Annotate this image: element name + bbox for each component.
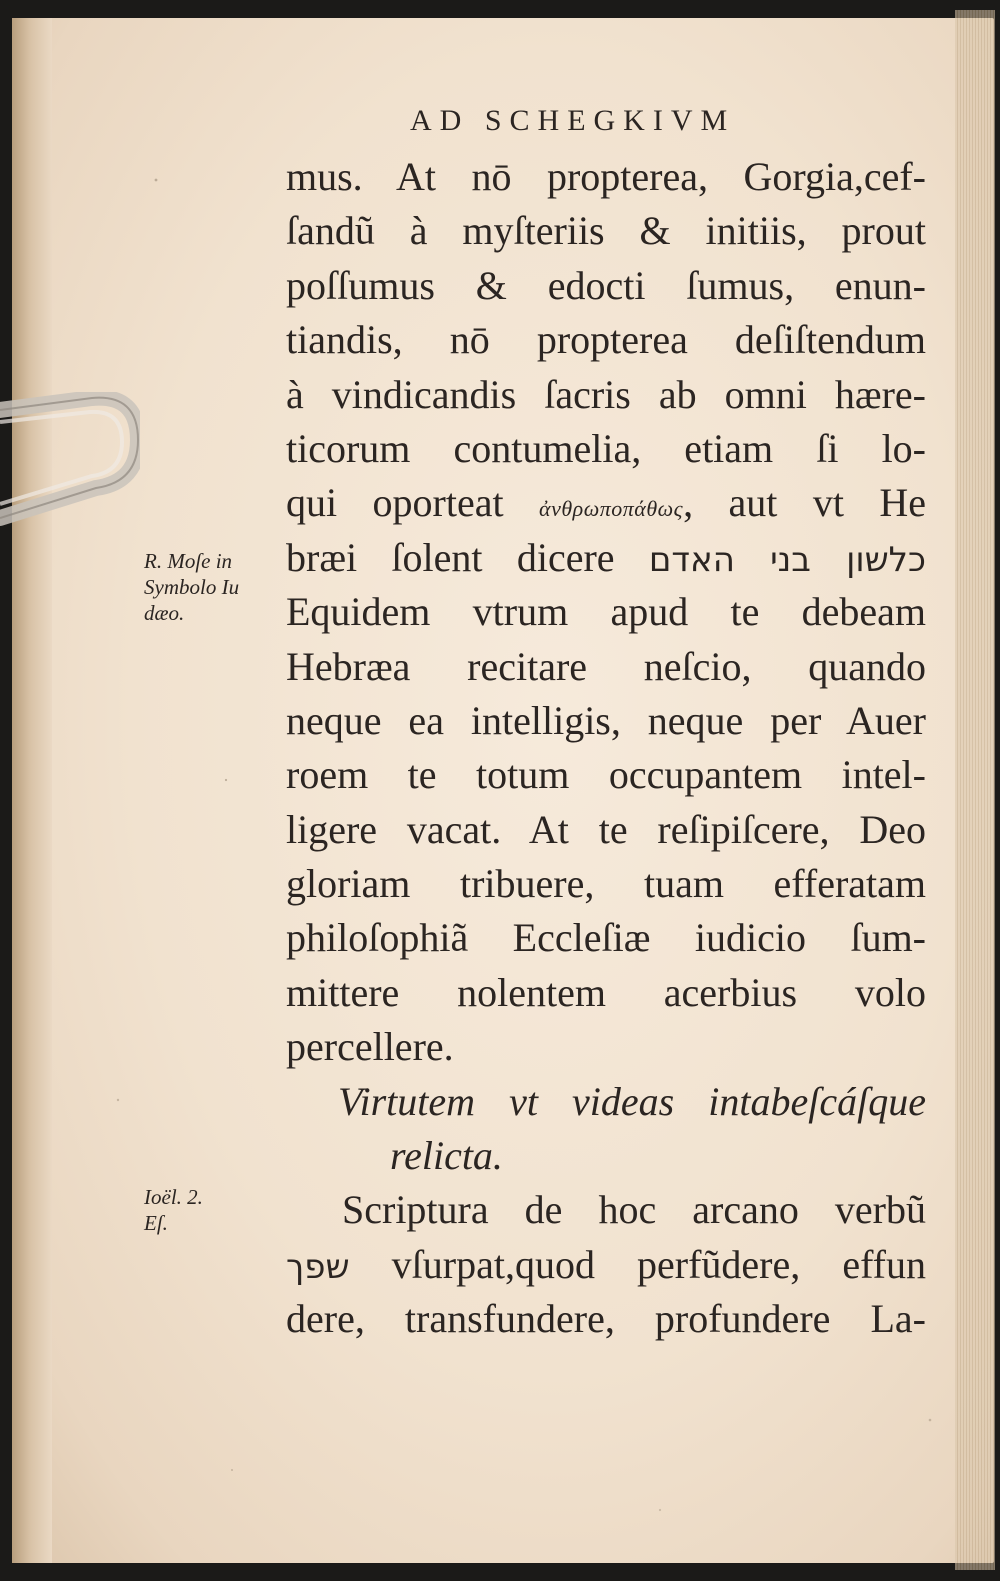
margin-note-line: R. Moſe in bbox=[144, 549, 233, 573]
text-line: Scriptura de hoc arcano verbũ bbox=[342, 1187, 926, 1233]
text-line: ſandũ à myſteriis & initiis, prout bbox=[286, 208, 926, 254]
text-line: Hebræa recitare neſcio, quando bbox=[286, 643, 926, 689]
text-segment: qui oporteat bbox=[286, 480, 540, 526]
text-line: ticorum contumelia, etiam ſi lo- bbox=[286, 425, 926, 471]
text-line: Equidem vtrum apud te debeam bbox=[286, 589, 926, 635]
verse-line: relicta. bbox=[390, 1133, 503, 1179]
greek-word: ἀνθρωποπάθως bbox=[539, 496, 684, 522]
text-line: dere, transfundere, profundere La- bbox=[286, 1296, 926, 1342]
text-segment: , aut vt He bbox=[683, 480, 927, 526]
text-line: tiandis, nō propterea deſiſtendum bbox=[286, 317, 926, 363]
text-line: à vindicandis ſacris ab omni hære- bbox=[286, 371, 926, 417]
margin-note-line: Eſ. bbox=[144, 1211, 168, 1235]
text-segment: vſurpat,quod perfũdere, effun bbox=[349, 1241, 926, 1287]
margin-note-line: Ioël. 2. bbox=[144, 1185, 203, 1209]
text-line: poſſumus & edocti ſumus, enun- bbox=[286, 262, 926, 308]
hebrew-phrase: כלשון בני האדם bbox=[648, 539, 926, 580]
text-line: percellere. bbox=[286, 1024, 454, 1070]
text-line: ligere vacat. At te reſipiſcere, Deo bbox=[286, 806, 926, 852]
running-head: AD SCHEGKIVM bbox=[410, 104, 736, 137]
text-line: roem te totum occupantem intel- bbox=[286, 752, 926, 798]
text-line: gloriam tribuere, tuam efferatam bbox=[286, 861, 926, 907]
text-line: neque ea intelligis, neque per Auer bbox=[286, 697, 926, 743]
verse-line: Virtutem vt videas intabeſcáſque bbox=[338, 1078, 926, 1124]
margin-note-line: dæo. bbox=[144, 601, 185, 625]
text-line: philoſophiã Eccleſiæ iudicio ſum- bbox=[286, 915, 926, 961]
margin-note-line: Symbolo Iu bbox=[144, 575, 240, 599]
text-segment: bræi ſolent dicere bbox=[286, 534, 649, 580]
hebrew-word: שפך bbox=[286, 1246, 350, 1287]
text-line: mus. At nō propterea, Gorgia,cef- bbox=[286, 154, 926, 199]
text-line: mittere nolentem acerbius volo bbox=[286, 969, 926, 1015]
